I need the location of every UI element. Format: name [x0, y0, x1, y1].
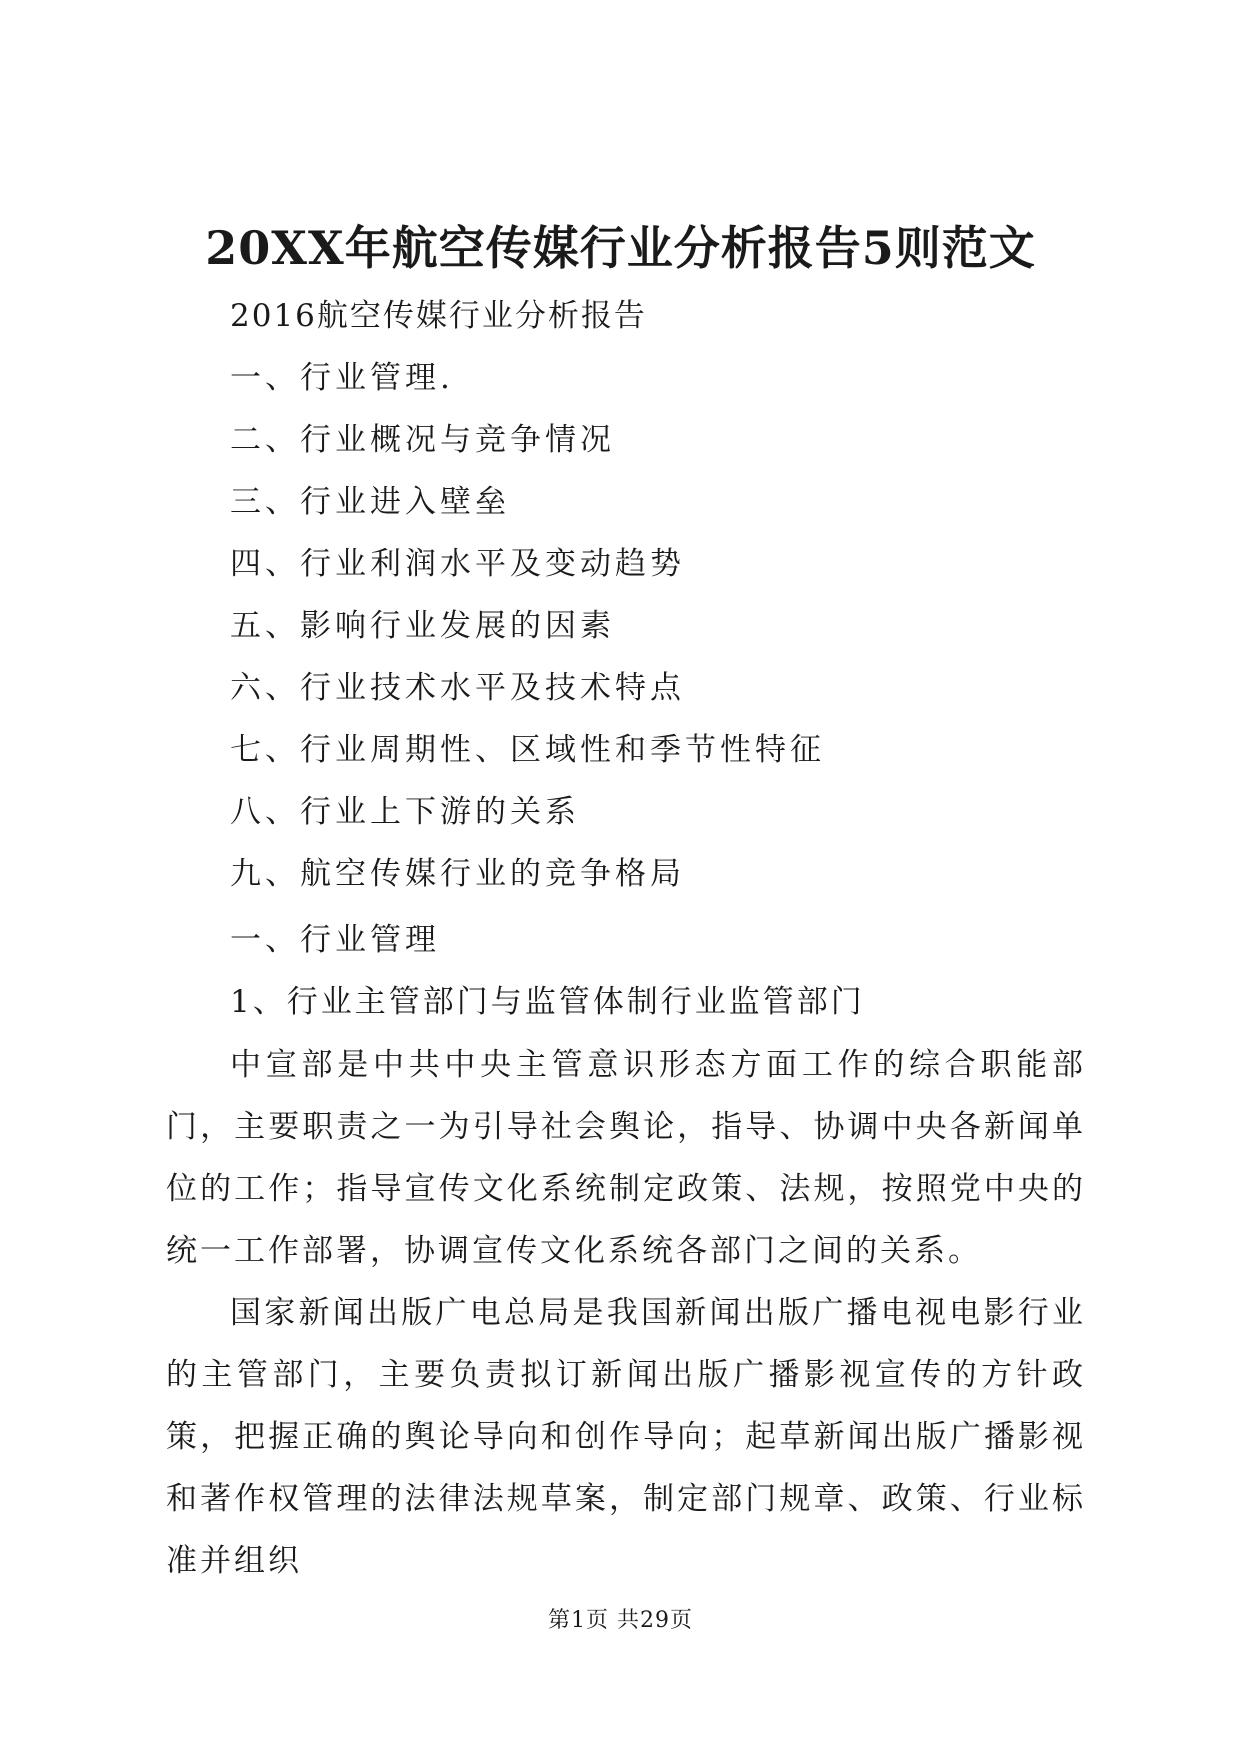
- sub-heading: 1、行业主管部门与监管体制行业监管部门: [230, 984, 865, 1020]
- page-footer: 第1页 共29页: [548, 1608, 693, 1633]
- section-heading: 一、行业管理: [230, 922, 440, 958]
- toc-item: 二、行业概况与竞争情况: [230, 422, 615, 458]
- document-subtitle: 2016航空传媒行业分析报告: [230, 298, 647, 334]
- toc-item: 三、行业进入壁垒: [230, 484, 510, 520]
- toc-item: 一、行业管理.: [230, 360, 454, 396]
- table-of-contents: [230, 358, 825, 916]
- toc-item: 四、行业利润水平及变动趋势: [230, 546, 685, 582]
- toc-item: 六、行业技术水平及技术特点: [230, 670, 685, 706]
- toc-item: 七、行业周期性、区域性和季节性特征: [230, 732, 825, 768]
- body-paragraph: 国家新闻出版广电总局是我国新闻出版广播电视电影行业的主管部门，主要负责拟订新闻出版广播影视宣传的方针政策，把握正确的舆论导向和创作导向；起草新闻出版广播影视和著作权管理的法律法规草案，制定部门规章、政策、行业标准并组织: [166, 1295, 1086, 1579]
- body-paragraph: 中宣部是中共中央主管意识形态方面工作的综合职能部门，主要职责之一为引导社会舆论，指导、协调中央各新闻单位的工作；指导宣传文化系统制定政策、法规，按照党中央的统一工作部署，协调宣传文化系统各部门之间的关系。: [166, 1047, 1086, 1269]
- toc-item: 五、影响行业发展的因素: [230, 608, 615, 644]
- document-title: 20XX年航空传媒行业分析报告5则范文: [205, 221, 1036, 275]
- toc-item: 九、航空传媒行业的竞争格局: [230, 856, 685, 892]
- toc-item: 八、行业上下游的关系: [230, 794, 580, 830]
